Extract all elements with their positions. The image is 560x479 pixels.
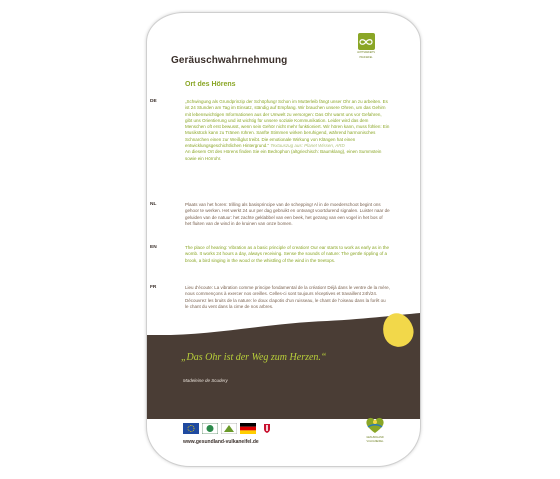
leader-logo-icon: [202, 423, 218, 434]
heart-landscape-icon: [364, 415, 386, 435]
eler-logo-icon: [221, 423, 237, 434]
wave-shape: [147, 313, 420, 337]
page-subtitle: Ort des Hörens: [185, 81, 236, 88]
logo-caption-bottom-2: VULKANEIFEL: [366, 440, 384, 443]
section-citation: Textauszug aus: Planet Wissen, ARD: [270, 143, 345, 149]
language-code: FR: [150, 285, 157, 290]
germany-flag-icon: [240, 423, 256, 434]
page-title: Geräuschwahrnehmung: [171, 55, 288, 66]
achtsamkeitspfad-logo: [352, 33, 380, 60]
quote-author: Madeleine de Scudery: [183, 378, 228, 383]
quote-text: „Das Ohr ist der Weg zum Herzen.“: [181, 352, 327, 363]
state-crest-icon: [259, 423, 275, 434]
quote-band: [147, 335, 420, 419]
section-body: „Schwingung als Grundprinzip der Schöpfung! Schon im Mutterleib fängt unser Ohr an zu arbeiten. Es ist 24 Stunden am Tag im Einsatz, ständig auf Empfang. Wir brauchen unsere Ohren, um das Gehirn mit lebenswichtigen Informationen aus der Umwelt zu versorgen: Das Ohr warnt uns vor Gefahren, gibt uns Orientierung und ist wichtig für unsere soziale Kommunikation. Leider wird das dem Menschen oft erst bewusst, wenn sein Gehör nicht mehr funktioniert. Wir hören kann, muss fühlen: Ein Musikstück kann zu Tränen rühren. Sanfte Stimmen wirken beruhigend, während harmonisches Schnarchen einen zur Weißglut treibt. Die emotionale Wirkung von Klängen hat einen entwicklungsgeschichtlichen Hintergrund.“: [185, 99, 390, 149]
section-text: [185, 99, 390, 162]
section-text: Lieu d’écoute: La vibration comme principe fondamental de la création! Déjà dans le ventre de la mère, nous commençons à exercer nos oreilles. Celles-ci sont toujours réceptives et travaillent 24h/24. Découvrez les bruits de la nature: le doux clapotis d’un ruisseau, le chant de l’oiseau dans la forêt ou le chant du vent dans la cime de nos arbres.: [185, 285, 390, 309]
language-code: EN: [150, 245, 157, 250]
funding-logos: [183, 423, 275, 434]
section-text: Plaats van het horen: trilling als basisprincipe van de schepping! Al in de moederschoot begint ons gehoor te werken. Het werkt 24 uur per dag gebruikt en ontvangt voortdurend signalen. Luister naar de geluiden van de natuur: het zachte geklabbel van een beek, het gezang van een vogel in het bos of het fluiten van de wind in de kruinen van onze bomen.: [185, 202, 390, 226]
website-url: www.gesundland-vulkaneifel.de: [183, 439, 259, 445]
logo-caption-bottom-1: GESUNDLAND: [366, 436, 384, 439]
language-code: DE: [150, 99, 157, 104]
language-code: NL: [150, 202, 157, 207]
infinity-icon: [358, 33, 375, 50]
logo-caption-top-2: PFAD EIFEL: [359, 57, 373, 59]
information-board: [146, 12, 421, 467]
section-text: The place of hearing: Vibration as a basic principle of creation! Our ear starts to work as early as in the womb. It works 24 hours a day, always receiving. Sense the sounds of nature: The gentle rippling of a brook, a bird singing in the wood or the whistling of the wind in the treetops.: [185, 245, 390, 263]
section-body-2: An diesem Ort des Hörens finden Sie ein Bedrophon (altgriechisch: Baumklang), einen Summstein sowie ein Hörrohr.: [185, 149, 382, 161]
eu-flag-icon: [183, 423, 199, 434]
logo-caption-top-1: ACHTSAMKEITS: [357, 52, 375, 54]
gesundland-logo: [359, 415, 391, 443]
